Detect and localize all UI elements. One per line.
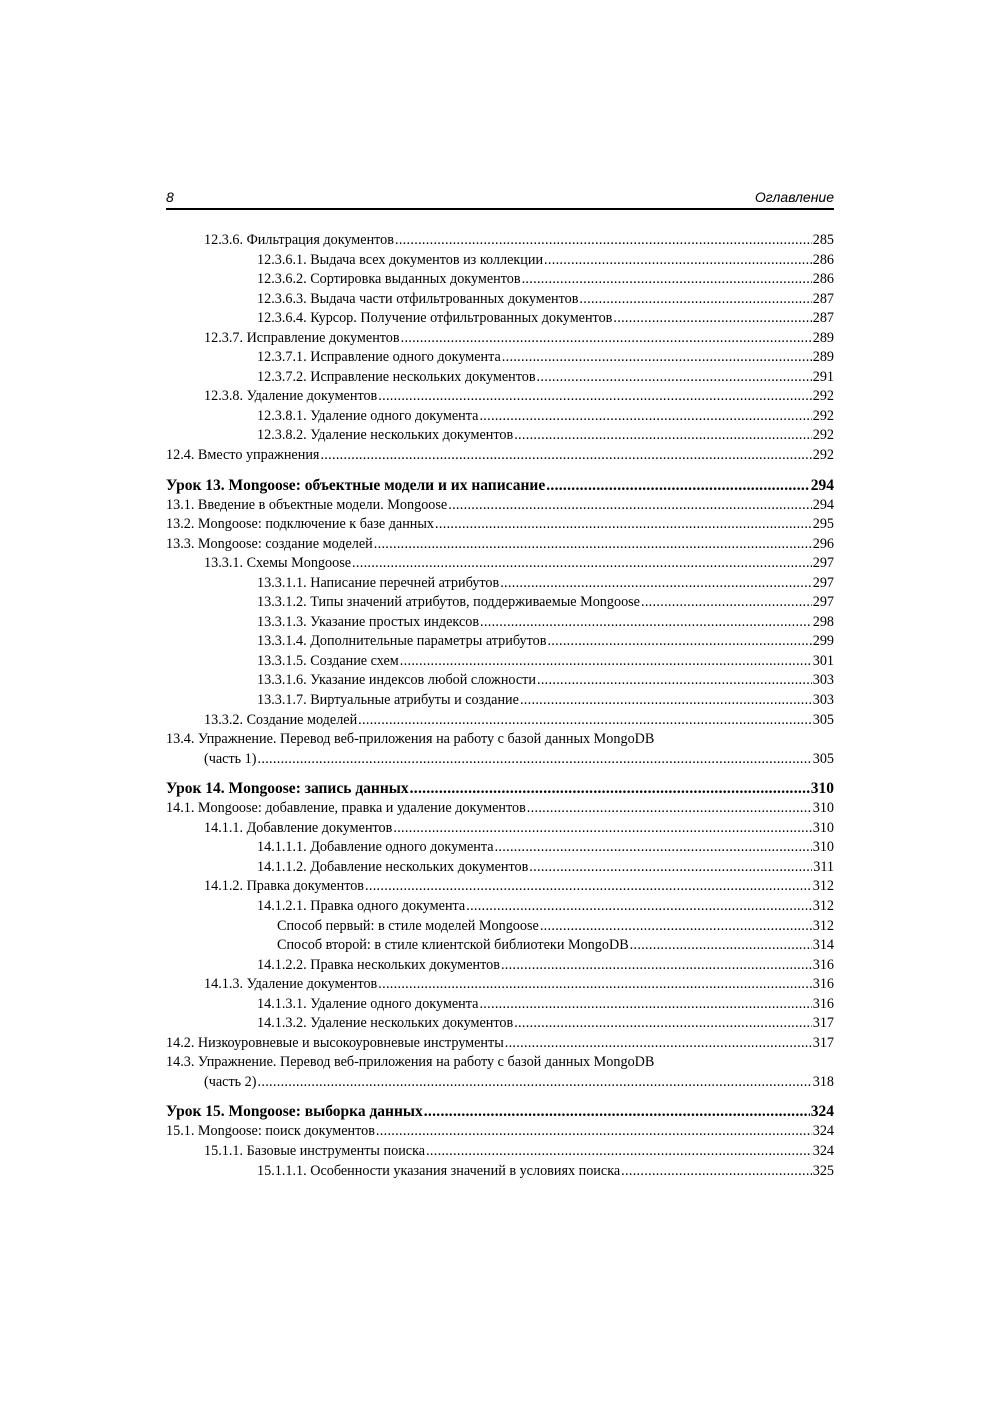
toc-leader-dots — [374, 535, 812, 555]
toc-entry-page: 289 — [812, 349, 834, 366]
toc-entry-title: 15.1.1. Базовые инструменты поиска — [204, 1142, 426, 1159]
toc-leader-dots — [448, 496, 812, 516]
toc-entry-page: 310 — [812, 800, 834, 817]
toc-leader-dots — [529, 858, 812, 878]
toc-entry[interactable] — [166, 309, 834, 329]
toc-leader-dots — [613, 309, 811, 329]
toc-entry[interactable] — [166, 387, 834, 407]
toc-entry[interactable] — [166, 1034, 834, 1054]
toc-entry-title: 13.2. Mongoose: подключение к базе данных — [166, 516, 435, 533]
toc-entry-title: (часть 2) — [204, 1073, 257, 1090]
toc-entry[interactable] — [166, 270, 834, 290]
toc-entry-title: 12.3.7.1. Исправление одного документа — [257, 349, 501, 366]
toc-entry-page: 312 — [812, 897, 834, 914]
toc-entry[interactable] — [166, 858, 834, 878]
toc-entry-title: 14.1.3. Удаление документов — [204, 976, 378, 993]
toc-leader-dots — [544, 251, 812, 271]
toc-entry[interactable] — [166, 936, 834, 956]
toc-entry-title: 14.2. Низкоуровневые и высокоуровневые инструменты — [166, 1034, 504, 1051]
toc-entry[interactable] — [166, 1142, 834, 1162]
toc-entry-page: 305 — [812, 750, 834, 767]
toc-leader-dots — [495, 838, 812, 858]
toc-entry-page: 316 — [812, 995, 834, 1012]
toc-entry-title: 13.1. Введение в объектные модели. Mongoose — [166, 496, 448, 513]
toc-entry-page: 325 — [812, 1162, 834, 1179]
toc-entry-title: 12.3.7.2. Исправление нескольких документов — [257, 368, 536, 385]
toc-entry-title: Способ первый: в стиле моделей Mongoose — [277, 917, 539, 934]
toc-entry[interactable] — [166, 515, 834, 535]
toc-entry-page: 317 — [812, 1015, 834, 1032]
toc-entry[interactable] — [166, 671, 834, 691]
toc-entry-title: 14.3. Упражнение. Перевод веб-приложения на работу с базой данных MongoDB — [166, 1054, 655, 1071]
toc-entry-title: Способ второй: в стиле клиентской библиотеки MongoDB — [277, 937, 629, 954]
toc-entry-title: Урок 14. Mongoose: запись данных — [166, 780, 409, 798]
toc-entry-title: 13.3.1.7. Виртуальные атрибуты и создание — [257, 692, 519, 709]
toc-entry[interactable] — [166, 231, 834, 251]
toc-entry-page: 297 — [812, 555, 834, 572]
toc-entry-page: 303 — [812, 692, 834, 709]
toc-entry-title: 12.3.6. Фильтрация документов — [204, 232, 394, 248]
toc-leader-dots — [621, 1162, 812, 1182]
table-of-contents — [166, 231, 834, 1181]
toc-entry-title: 13.3.1.3. Указание простых индексов — [257, 613, 480, 630]
toc-entry[interactable] — [166, 290, 834, 310]
toc-entry-page: 285 — [812, 232, 834, 248]
toc-leader-dots — [410, 779, 810, 799]
toc-entry-title: Урок 13. Mongoose: объектные модели и их написание — [166, 476, 546, 494]
toc-entry-title: 13.3.1.5. Создание схем — [257, 652, 399, 669]
toc-leader-dots — [376, 1122, 812, 1142]
toc-entry-page: 314 — [812, 937, 834, 954]
toc-entry[interactable] — [166, 554, 834, 574]
toc-entry-title: 12.3.6.3. Выдача части отфильтрованных документов — [257, 290, 579, 307]
toc-entry-title: 12.3.6.4. Курсор. Получение отфильтрованных документов — [257, 310, 613, 327]
toc-entry[interactable] — [166, 1162, 834, 1182]
toc-entry-title: 12.3.8.2. Удаление нескольких документов — [257, 427, 514, 444]
toc-entry-title: 13.3.1. Схемы Mongoose — [204, 555, 352, 572]
document-page — [166, 186, 834, 1181]
toc-leader-dots — [479, 407, 811, 427]
toc-leader-dots — [426, 1142, 812, 1162]
toc-entry-title: Урок 15. Mongoose: выборка данных — [166, 1103, 423, 1121]
toc-entry-title: 12.4. Вместо упражнения — [166, 447, 320, 464]
running-header — [166, 186, 834, 210]
toc-entry[interactable] — [166, 1053, 834, 1073]
toc-entry-page: 289 — [812, 329, 834, 346]
toc-entry-title: 14.1.2. Правка документов — [204, 878, 365, 895]
toc-entry-page: 301 — [812, 652, 834, 669]
toc-leader-dots — [514, 1014, 812, 1034]
toc-entry[interactable] — [166, 897, 834, 917]
toc-entry-page: 297 — [812, 594, 834, 611]
page-number: 8 — [166, 189, 174, 205]
toc-entry-page: 317 — [812, 1034, 834, 1051]
toc-leader-dots — [401, 329, 812, 349]
toc-leader-dots — [527, 799, 812, 819]
toc-leader-dots — [378, 975, 811, 995]
toc-entry-page: 291 — [812, 368, 834, 385]
toc-entry-title: 14.1.3.2. Удаление нескольких документов — [257, 1015, 514, 1032]
toc-entry[interactable] — [166, 691, 834, 711]
toc-leader-dots — [480, 613, 812, 633]
toc-entry[interactable] — [166, 348, 834, 368]
toc-entry-page: 312 — [812, 917, 834, 934]
toc-entry[interactable] — [166, 1122, 834, 1142]
toc-leader-dots — [537, 368, 812, 388]
toc-leader-dots — [395, 231, 812, 251]
toc-leader-dots — [258, 750, 812, 770]
toc-leader-dots — [547, 632, 811, 652]
toc-entry-page: 294 — [812, 496, 834, 513]
toc-chapter-entry[interactable] — [166, 1102, 834, 1122]
toc-entry[interactable] — [166, 917, 834, 937]
toc-entry[interactable] — [166, 730, 834, 750]
toc-entry-page: 311 — [813, 858, 834, 875]
toc-leader-dots — [641, 593, 812, 613]
toc-entry-title: 13.3.1.4. Дополнительные параметры атрибутов — [257, 633, 547, 650]
toc-leader-dots — [435, 515, 812, 535]
toc-leader-dots — [537, 671, 812, 691]
toc-entry-title: 13.3.1.2. Типы значений атрибутов, поддерживаемые Mongoose — [257, 594, 640, 611]
toc-leader-dots — [501, 956, 812, 976]
toc-leader-dots — [520, 691, 812, 711]
toc-entry-title: 12.3.7. Исправление документов — [204, 329, 400, 346]
toc-entry[interactable] — [166, 711, 834, 731]
toc-entry-title: 15.1.1.1. Особенности указания значений в условиях поиска — [257, 1162, 621, 1179]
toc-leader-dots — [630, 936, 812, 956]
toc-entry-title: 14.1.2.1. Правка одного документа — [257, 897, 466, 914]
toc-entry[interactable] — [166, 975, 834, 995]
toc-entry-title: 13.3. Mongoose: создание моделей — [166, 535, 373, 552]
toc-entry[interactable] — [166, 1014, 834, 1034]
toc-leader-dots — [320, 446, 811, 466]
toc-entry-title: 13.4. Упражнение. Перевод веб-приложения на работу с базой данных MongoDB — [166, 731, 655, 748]
toc-leader-dots — [466, 897, 812, 917]
toc-entry-title: 14.1.3.1. Удаление одного документа — [257, 995, 479, 1012]
toc-leader-dots — [378, 387, 811, 407]
running-title: Оглавление — [754, 189, 834, 205]
toc-entry[interactable] — [166, 956, 834, 976]
toc-leader-dots — [358, 711, 812, 731]
toc-entry-page: 324 — [812, 1123, 834, 1140]
toc-entry-page: 298 — [812, 613, 834, 630]
toc-entry-title: 13.3.2. Создание моделей — [204, 711, 358, 728]
toc-leader-dots — [540, 917, 812, 937]
toc-entry[interactable] — [166, 838, 834, 858]
toc-entry-page: 287 — [812, 310, 834, 327]
toc-leader-dots — [258, 1073, 812, 1093]
toc-entry-title: 13.3.1.6. Указание индексов любой сложности — [257, 672, 536, 689]
toc-leader-dots — [500, 574, 812, 594]
toc-entry-page: 312 — [812, 878, 834, 895]
toc-leader-dots — [393, 819, 811, 839]
toc-entry-title: (часть 1) — [204, 750, 257, 767]
toc-entry[interactable] — [166, 632, 834, 652]
toc-entry[interactable] — [166, 368, 834, 388]
toc-entry-page: 295 — [812, 516, 834, 533]
toc-entry-title: 15.1. Mongoose: поиск документов — [166, 1123, 375, 1140]
toc-entry-page: 316 — [812, 956, 834, 973]
toc-entry-page: 324 — [810, 1103, 834, 1121]
toc-entry-page: 292 — [812, 407, 834, 424]
toc-entry[interactable] — [166, 799, 834, 819]
toc-entry-page: 297 — [812, 574, 834, 591]
toc-entry-page: 310 — [812, 839, 834, 856]
toc-entry[interactable] — [166, 593, 834, 613]
toc-entry[interactable] — [166, 535, 834, 555]
toc-entry-title: 12.3.8.1. Удаление одного документа — [257, 407, 479, 424]
toc-leader-dots — [479, 995, 811, 1015]
toc-entry-page: 296 — [812, 535, 834, 552]
toc-entry-page: 303 — [812, 672, 834, 689]
toc-entry[interactable] — [166, 496, 834, 516]
toc-chapter-entry[interactable] — [166, 476, 834, 496]
toc-leader-dots — [579, 290, 811, 310]
toc-entry-title: 14.1.1. Добавление документов — [204, 819, 393, 836]
toc-leader-dots — [505, 1034, 812, 1054]
toc-leader-dots — [365, 877, 812, 897]
toc-entry-page: 294 — [810, 476, 834, 494]
toc-entry[interactable] — [166, 877, 834, 897]
toc-entry[interactable] — [166, 426, 834, 446]
toc-entry[interactable] — [166, 407, 834, 427]
toc-entry-page: 286 — [812, 251, 834, 268]
toc-entry-title: 14.1.2.2. Правка нескольких документов — [257, 956, 500, 973]
toc-entry-title: 14.1.1.1. Добавление одного документа — [257, 839, 494, 856]
toc-entry[interactable] — [166, 329, 834, 349]
toc-entry-title: 13.3.1.1. Написание перечней атрибутов — [257, 574, 500, 591]
toc-leader-dots — [400, 652, 812, 672]
toc-entry-page: 310 — [812, 819, 834, 836]
toc-entry-page: 318 — [812, 1073, 834, 1090]
toc-entry-title: 12.3.8. Удаление документов — [204, 388, 378, 405]
toc-entry-title: 14.1.1.2. Добавление нескольких документов — [257, 858, 529, 875]
toc-entry[interactable] — [166, 819, 834, 839]
toc-leader-dots — [514, 426, 812, 446]
toc-entry-title: 12.3.6.2. Сортировка выданных документов — [257, 271, 521, 288]
toc-entry-page: 292 — [812, 388, 834, 405]
toc-entry[interactable] — [166, 251, 834, 271]
toc-entry[interactable] — [166, 446, 834, 466]
toc-entry-page: 287 — [812, 290, 834, 307]
toc-entry-title: 12.3.6.1. Выдача всех документов из коллекции — [257, 251, 544, 268]
toc-leader-dots — [424, 1102, 810, 1122]
toc-leader-dots — [522, 270, 812, 290]
toc-entry[interactable] — [166, 995, 834, 1015]
toc-entry-page: 324 — [812, 1142, 834, 1159]
toc-leader-dots — [502, 348, 812, 368]
toc-entry-page: 292 — [812, 427, 834, 444]
toc-entry-title: 14.1. Mongoose: добавление, правка и удаление документов — [166, 800, 526, 817]
toc-entry-page: 292 — [812, 447, 834, 464]
toc-leader-dots — [546, 476, 810, 496]
toc-entry-page: 305 — [812, 711, 834, 728]
toc-entry[interactable] — [166, 750, 834, 770]
toc-entry[interactable] — [166, 574, 834, 594]
toc-entry-page: 286 — [812, 271, 834, 288]
toc-entry[interactable] — [166, 613, 834, 633]
toc-leader-dots — [352, 554, 812, 574]
toc-entry[interactable] — [166, 652, 834, 672]
toc-chapter-entry[interactable] — [166, 779, 834, 799]
toc-entry[interactable] — [166, 1073, 834, 1093]
toc-entry-page: 310 — [810, 780, 834, 798]
toc-entry-page: 299 — [812, 633, 834, 650]
toc-entry-page: 316 — [812, 976, 834, 993]
